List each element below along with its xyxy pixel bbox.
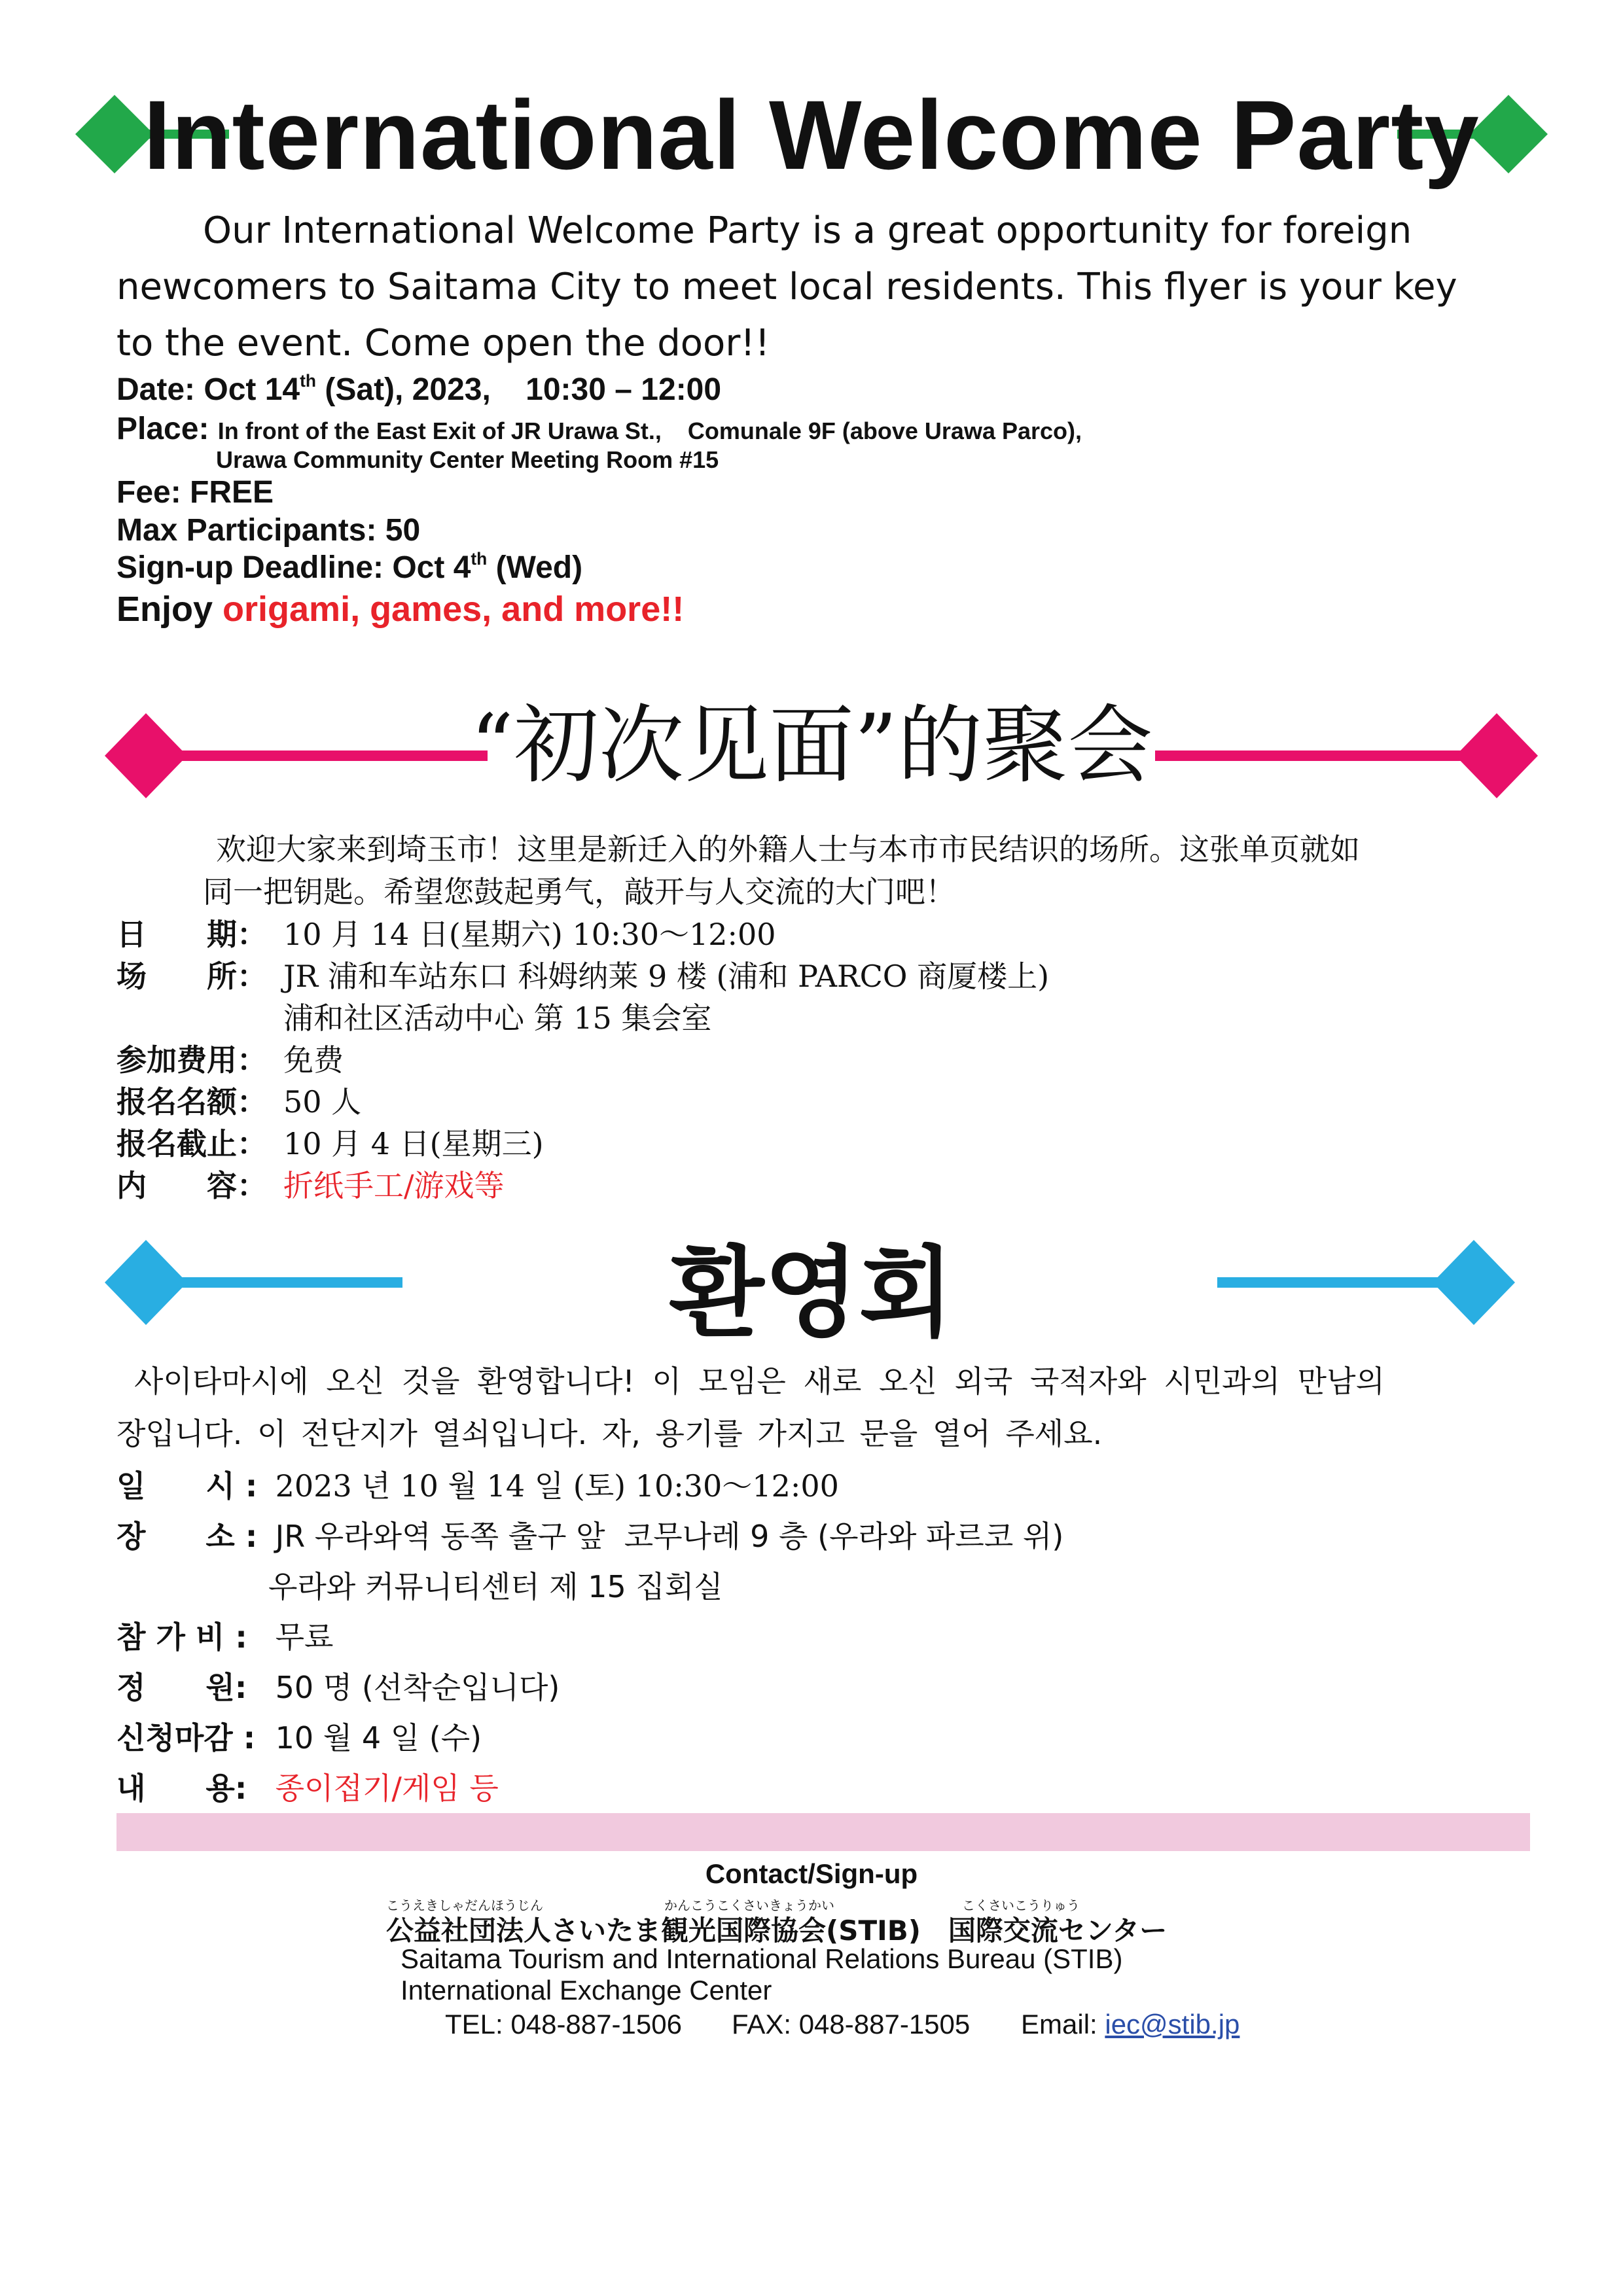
english-place-line-1: In front of the East Exit of JR Urawa St., Comunale 9F (above Urawa Parco),: [217, 417, 1082, 444]
korean-deadline: [116, 1714, 482, 1757]
divider-band: [116, 1813, 1530, 1851]
chinese-title: “初次见面”的聚会: [470, 696, 1153, 795]
korean-place-line-1: JR 우라와역 동쪽 출구 앞 코무나레 9 층 (우라와 파르코 위): [266, 1519, 1064, 1554]
chinese-fee: [116, 1036, 344, 1078]
korean-max-value: 50 명 (선착순입니다): [266, 1670, 560, 1705]
english-title: International Welcome Party: [143, 80, 1480, 190]
chinese-deadline-value: 10 月 4 日(星期三): [283, 1126, 544, 1161]
chinese-intro-line-2: 同一把钥匙。希望您鼓起勇气，敲开与人交流的大门吧！: [203, 874, 955, 910]
chinese-content: [116, 1162, 505, 1204]
english-max-participants: Max Participants: 50: [116, 513, 421, 548]
chinese-date-label: 日 期：: [116, 917, 267, 952]
english-place-label: Place:: [116, 412, 218, 446]
korean-fee-value: 무료: [266, 1619, 334, 1655]
korean-content: [116, 1765, 499, 1808]
chinese-date-value: 10 月 14 日(星期六) 10:30～12:00: [283, 917, 776, 952]
chinese-fee-value: 免费: [283, 1042, 344, 1078]
chinese-place-line-1: JR 浦和车站东口 科姆纳莱 9 楼 (浦和 PARCO 商厦楼上): [283, 959, 1050, 994]
korean-date: [116, 1462, 839, 1506]
furigana-organization: こうえきしゃだんほうじん: [386, 1898, 543, 1913]
organization-japanese: 公益社団法人さいたま観光国際協会(STIB) 国際交流センター: [386, 1915, 1168, 1947]
chinese-place-line-2: 浦和社区活动中心 第 15 集会室: [283, 1000, 712, 1036]
english-deadline-suffix: th: [471, 549, 488, 569]
korean-intro-line-1: 사이타마시에 오신 것을 환영합니다! 이 모임은 새로 오신 외국 국적자와 시민과의 만남의: [134, 1364, 1385, 1399]
fax-number: FAX: 048-887-1505: [732, 2009, 971, 2040]
chinese-place-label: 场 所：: [116, 959, 267, 994]
english-fee: Fee: FREE: [116, 475, 274, 510]
email-contact: [1021, 2009, 1240, 2040]
english-intro-line-1: Our International Welcome Party is a great opportunity for foreign: [203, 209, 1412, 252]
center-english: International Exchange Center: [401, 1975, 772, 2005]
chinese-deadline: [116, 1120, 544, 1162]
chinese-content-label: 内 容：: [116, 1168, 267, 1203]
korean-deadline-value: 10 월 4 일 (수): [266, 1720, 482, 1756]
korean-content-value: 종이접기/게임 등: [266, 1771, 499, 1806]
korean-max: [116, 1664, 560, 1707]
english-enjoy: [116, 589, 684, 629]
korean-place-label: 장 소 :: [116, 1519, 258, 1554]
korean-place: [116, 1513, 1063, 1556]
english-place: [116, 411, 1082, 447]
english-enjoy-label: Enjoy: [116, 590, 223, 629]
chinese-content-value: 折纸手工/游戏等: [283, 1168, 505, 1203]
korean-place-line-2: 우라와 커뮤니티센터 제 15 집회실: [268, 1569, 723, 1604]
english-activities: origami, games, and more!!: [223, 590, 685, 629]
korean-fee: [116, 1614, 334, 1657]
chinese-max-value: 50 人: [283, 1084, 362, 1120]
chinese-max: [116, 1078, 361, 1120]
korean-title: 환영회: [669, 1237, 954, 1351]
korean-date-label: 일 시 :: [116, 1468, 258, 1504]
english-deadline-value: (Wed): [487, 550, 583, 585]
email-link[interactable]: iec@stib.jp: [1105, 2009, 1240, 2040]
english-date-value: (Sat), 2023, 10:30 – 12:00: [316, 372, 722, 407]
english-deadline-label: Sign-up Deadline: Oct 4: [116, 550, 471, 585]
furigana-bureau: かんこうこくさいきょうかい: [664, 1898, 834, 1913]
english-date: [116, 372, 721, 408]
korean-max-label: 정 원:: [116, 1670, 247, 1705]
furigana-exchange: こくさいこうりゅう: [962, 1898, 1080, 1913]
korean-fee-label: 참 가 비 :: [116, 1619, 247, 1655]
english-place-line-2: Urawa Community Center Meeting Room #15: [216, 446, 719, 473]
korean-intro-line-2: 장입니다. 이 전단지가 열쇠입니다. 자, 용기를 가지고 문을 열어 주세요.: [116, 1416, 1103, 1451]
chinese-deadline-label: 报名截止：: [116, 1126, 267, 1161]
email-label: Email:: [1021, 2009, 1105, 2040]
korean-date-value: 2023 년 10 월 14 일 (토) 10:30～12:00: [266, 1468, 839, 1504]
english-deadline: [116, 550, 582, 586]
chinese-fee-label: 参加费用：: [116, 1042, 267, 1078]
english-intro-line-3: to the event. Come open the door!!: [116, 322, 770, 364]
english-date-label: Date: Oct 14: [116, 372, 300, 407]
english-intro-line-2: newcomers to Saitama City to meet local residents. This flyer is your key: [116, 266, 1457, 308]
chinese-max-label: 报名名额：: [116, 1084, 267, 1120]
chinese-date: [116, 911, 776, 953]
english-date-suffix: th: [300, 371, 317, 391]
korean-content-label: 내 용:: [116, 1771, 247, 1806]
contact-heading: Contact/Sign-up: [705, 1858, 918, 1889]
chinese-place: [116, 953, 1049, 995]
korean-deadline-label: 신청마감 :: [116, 1720, 256, 1756]
chinese-intro-line-1: 欢迎大家来到埼玉市！这里是新迁入的外籍人士与本市市民结识的场所。这张单页就如: [216, 832, 1360, 867]
phone-number: TEL: 048-887-1506: [445, 2009, 682, 2040]
organization-english: Saitama Tourism and International Relations Bureau (STIB): [401, 1943, 1123, 1974]
